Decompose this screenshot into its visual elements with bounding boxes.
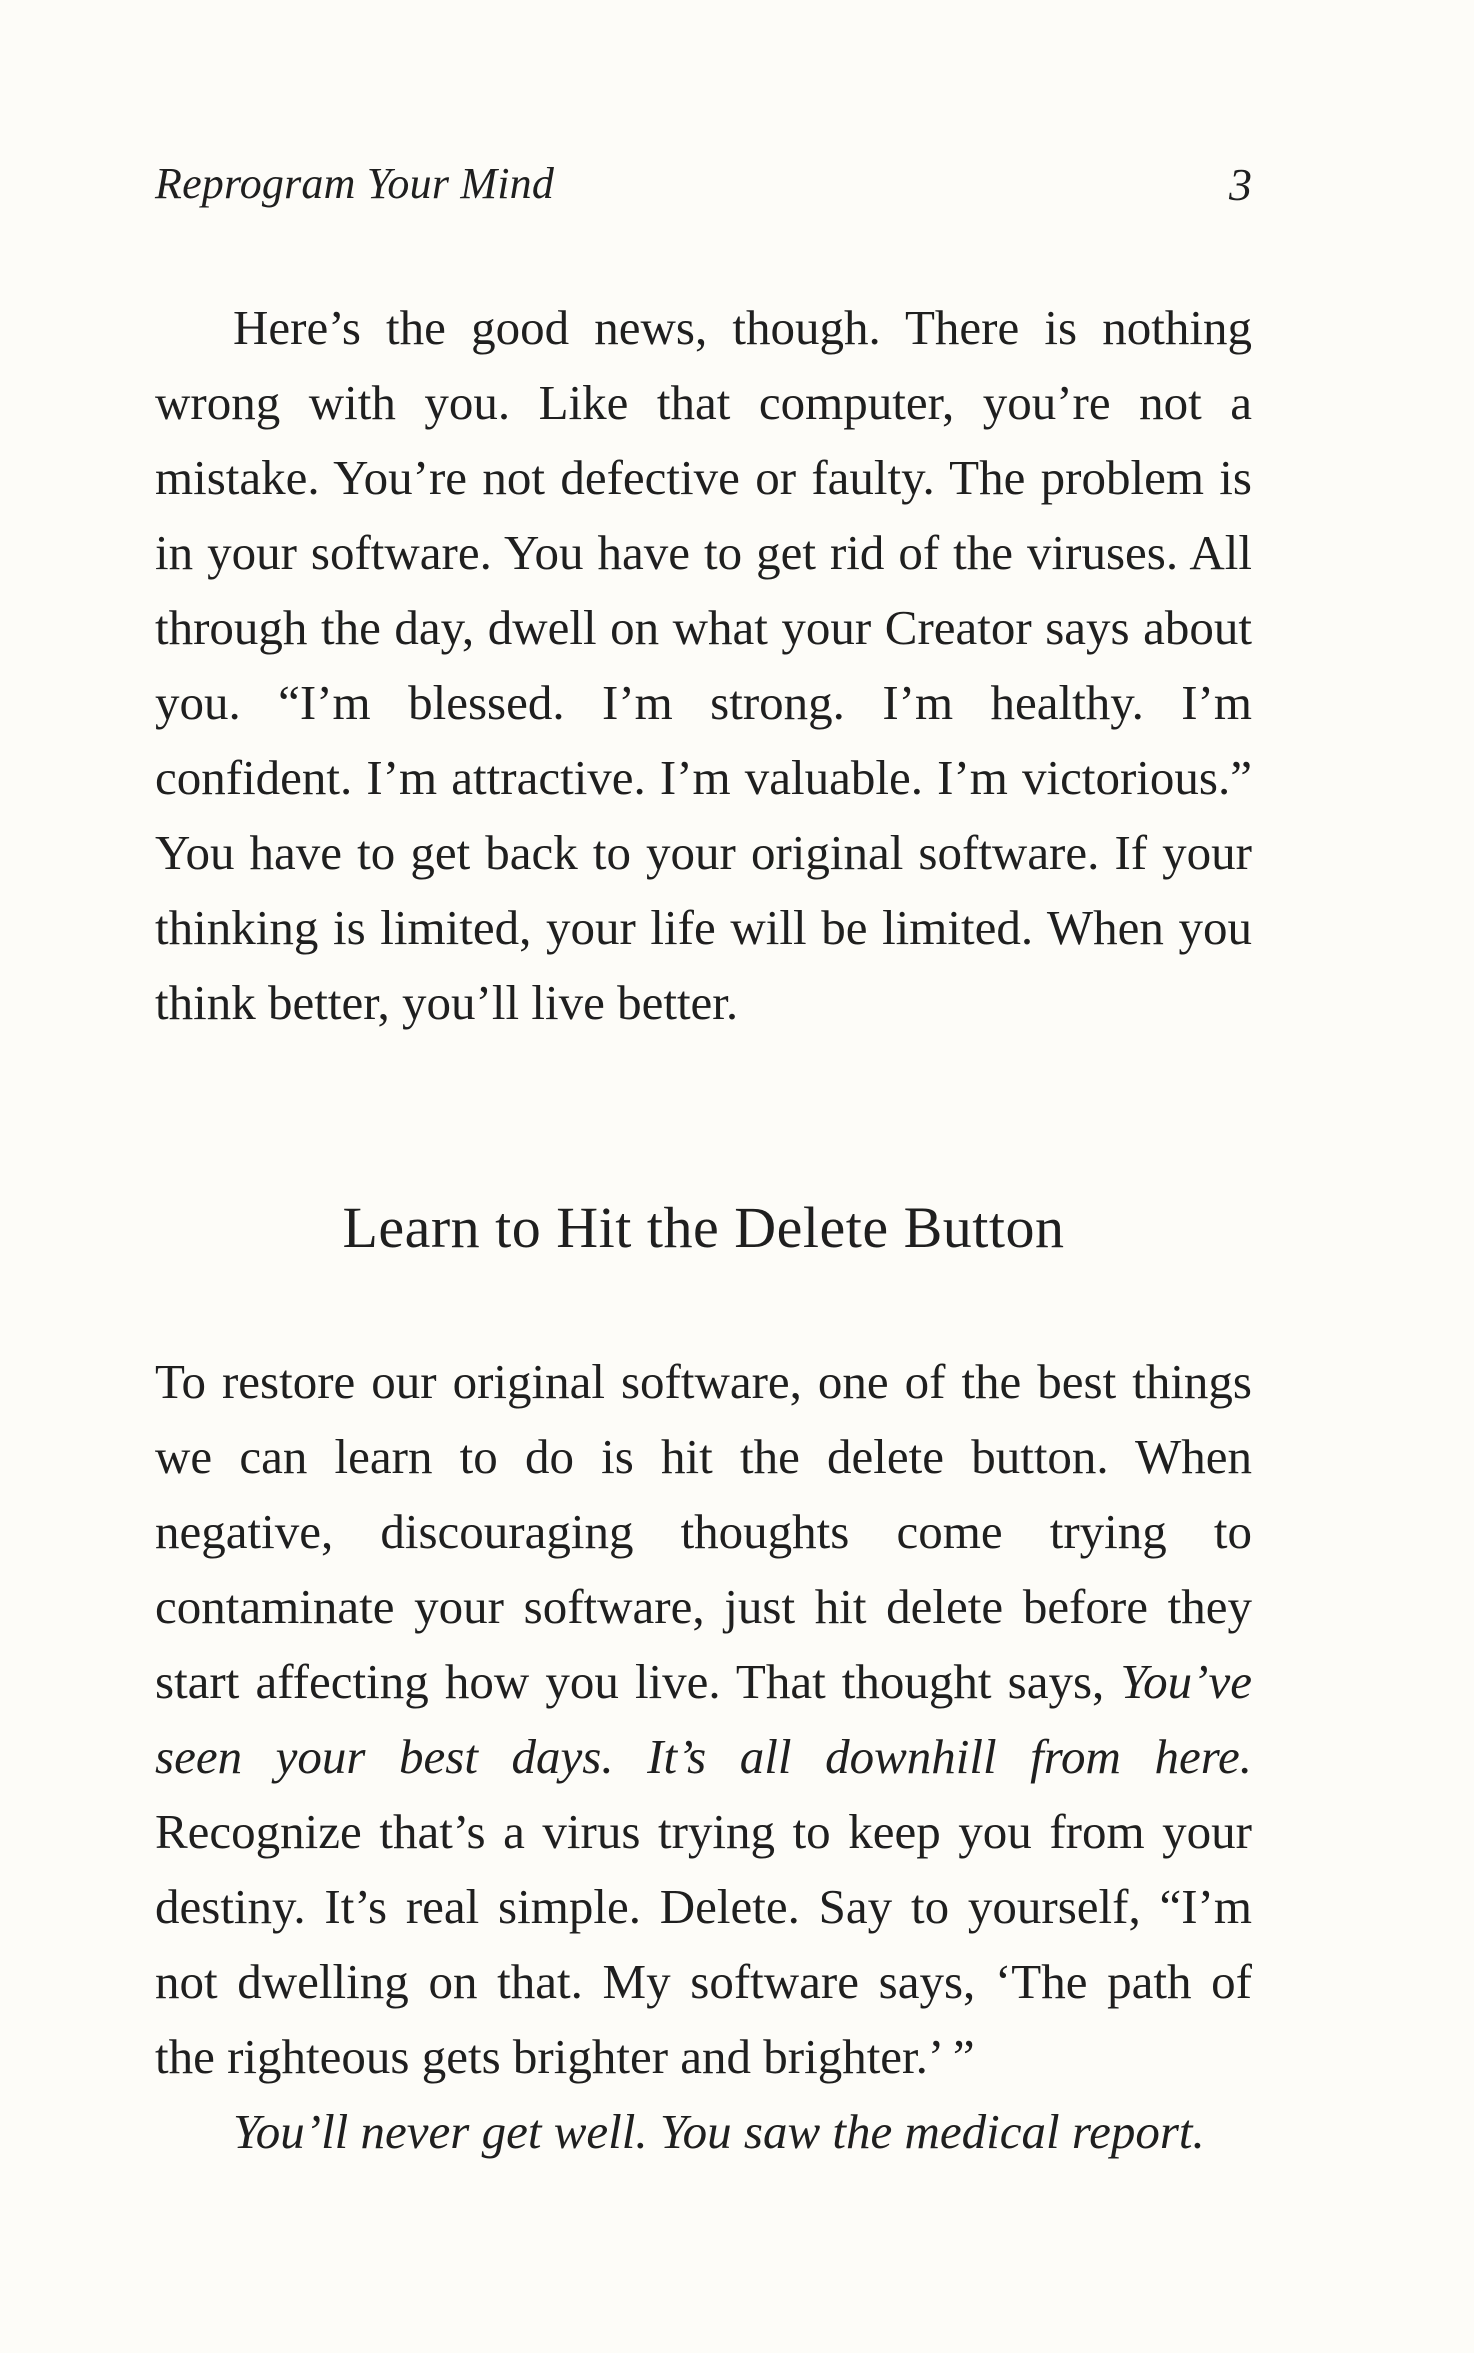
- section-body-2: [155, 1344, 1252, 2169]
- paragraph-text: To restore our original software, one of the best things we can learn to do is hit the delete button. When negative, discouraging thoughts come trying to contaminate your software, just hit delete before they start affecting how you live. That thought says,: [155, 1354, 1252, 1709]
- paragraph-text: Recognize that’s a virus trying to keep you from your destiny. It’s real simple. Delete. Say to yourself, “I’m not dwelling on that. My software says, ‘The path of the righteous gets brighter and brighter.’ ”: [155, 1804, 1252, 2084]
- body-paragraph: [155, 1344, 1252, 2094]
- italic-quote: You’ve seen your best days. It’s all downhill from here.: [155, 1654, 1252, 1784]
- italic-quote: You’ll never get well. You saw the medical report.: [233, 2104, 1205, 2159]
- running-head-title: Reprogram Your Mind: [155, 159, 555, 208]
- body-paragraph: [155, 2094, 1252, 2169]
- section-heading: Learn to Hit the Delete Button: [342, 1195, 1065, 1260]
- body-paragraph: Here’s the good news, though. There is nothing wrong with you. Like that computer, you’re not a mistake. You’re not defective or faulty. The problem is in your software. You have to get rid of the viruses. All through the day, dwell on what your Creator says about you. “I’m blessed. I’m strong. I’m healthy. I’m confident. I’m attractive. I’m valuable. I’m victorious.” You have to get back to your original software. If your thinking is limited, your life will be limited. When you think better, you’ll live better.: [155, 300, 1252, 1030]
- section-body-1: [155, 290, 1252, 1040]
- page-number: 3: [1229, 159, 1252, 210]
